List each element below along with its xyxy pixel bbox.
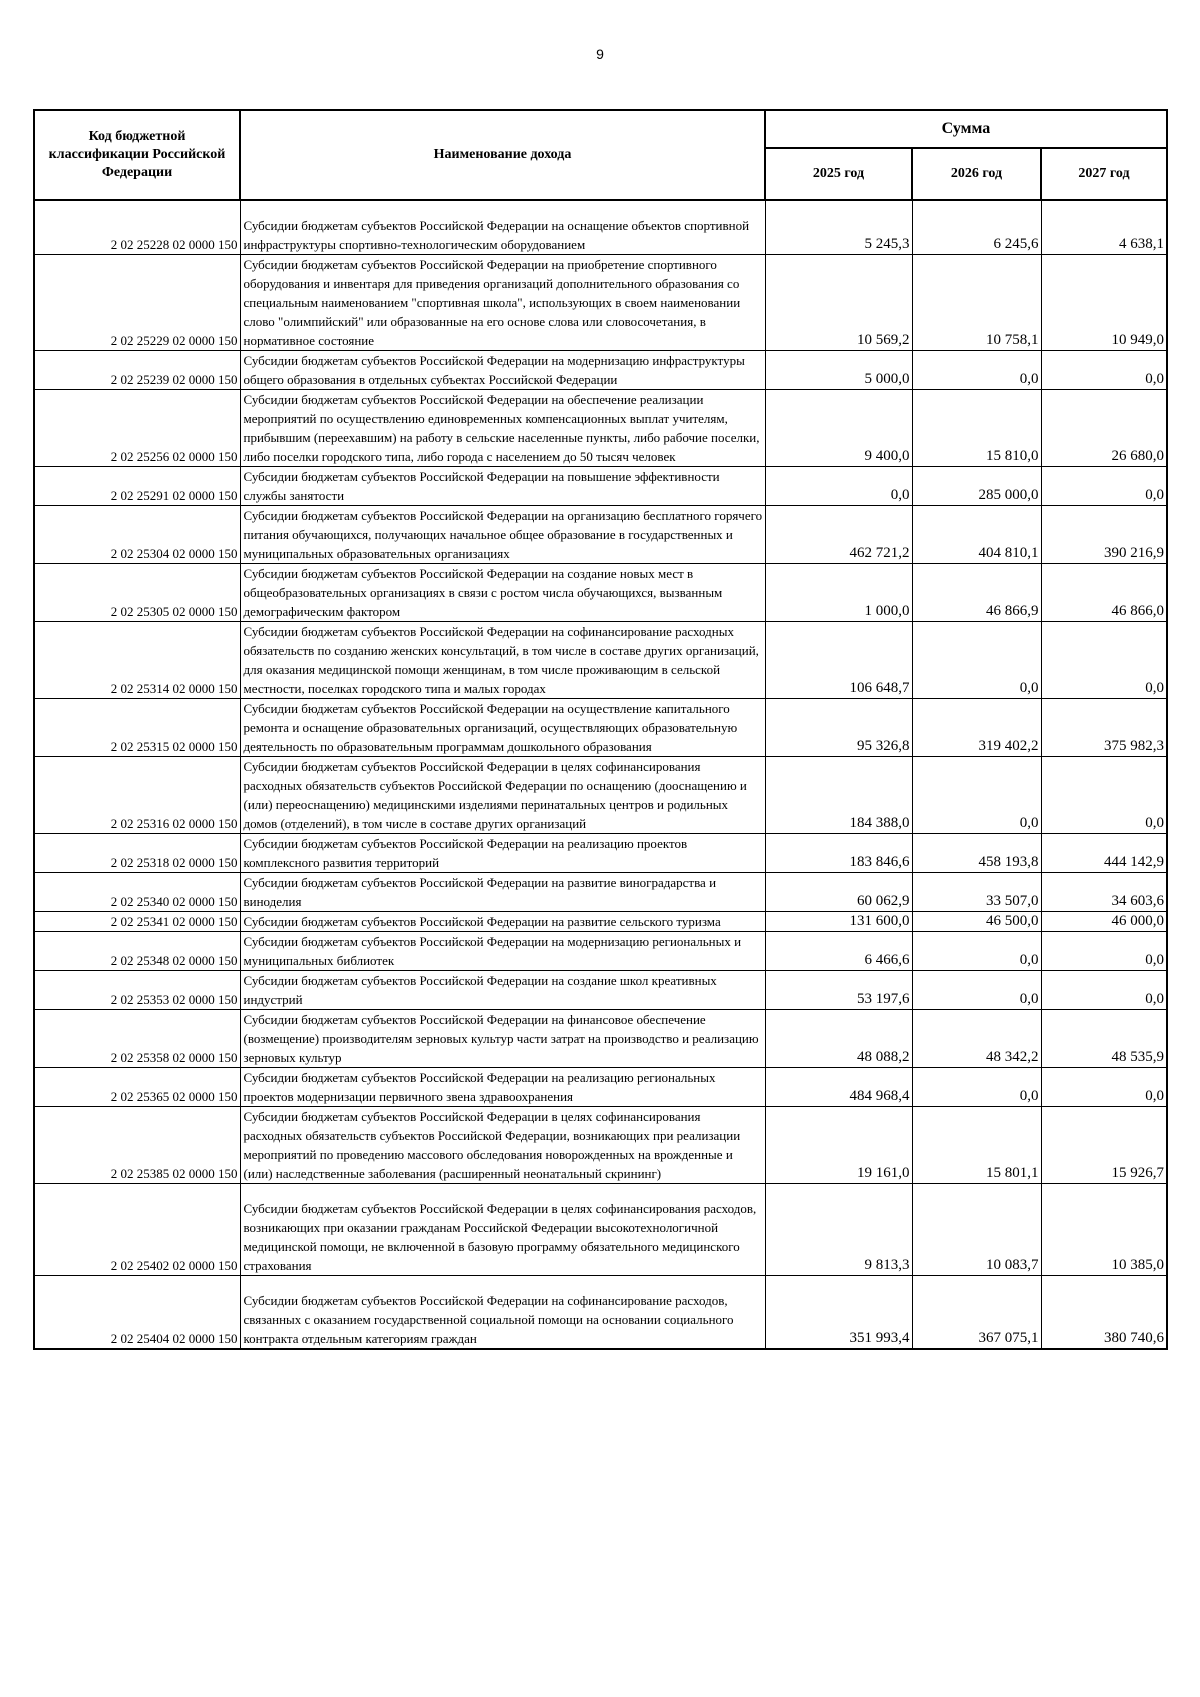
- row-name: Субсидии бюджетам субъектов Российской Федерации на осуществление капитального ремонта и оснащение образовательных организаций, осуществляющих образовательную деятельность по образовательным программам дошкольного образования: [240, 699, 765, 757]
- row-value-2027: 46 866,0: [1041, 564, 1167, 622]
- row-value-2026: 0,0: [912, 351, 1041, 390]
- table-row: [34, 699, 1167, 757]
- row-value-2025: 6 466,6: [765, 932, 912, 971]
- row-value-2025: 10 569,2: [765, 255, 912, 351]
- row-code: 2 02 25318 02 0000 150: [34, 834, 240, 873]
- row-value-2026: 367 075,1: [912, 1276, 1041, 1350]
- row-code: 2 02 25305 02 0000 150: [34, 564, 240, 622]
- row-value-2026: 285 000,0: [912, 467, 1041, 506]
- table-row: [34, 912, 1167, 932]
- row-name: Субсидии бюджетам субъектов Российской Федерации на модернизацию инфраструктуры общего образования в отдельных субъектах Российской Федерации: [240, 351, 765, 390]
- row-value-2025: 462 721,2: [765, 506, 912, 564]
- table-row: [34, 757, 1167, 834]
- table-row: [34, 1068, 1167, 1107]
- row-name: Субсидии бюджетам субъектов Российской Федерации на развитие виноградарства и виноделия: [240, 873, 765, 912]
- row-value-2027: 390 216,9: [1041, 506, 1167, 564]
- row-code: 2 02 25315 02 0000 150: [34, 699, 240, 757]
- row-code: 2 02 25239 02 0000 150: [34, 351, 240, 390]
- row-value-2026: 48 342,2: [912, 1010, 1041, 1068]
- row-value-2027: 10 949,0: [1041, 255, 1167, 351]
- row-value-2026: 0,0: [912, 932, 1041, 971]
- row-code: 2 02 25291 02 0000 150: [34, 467, 240, 506]
- table-row: [34, 1276, 1167, 1350]
- row-name: Субсидии бюджетам субъектов Российской Федерации в целях софинансирования расходных обязательств субъектов Российской Федерации, возникающих при реализации мероприятий по проведению массового обследования новорожденных на врожденные и (или) наследственные заболевания (расширенный неонатальный скрининг): [240, 1107, 765, 1184]
- row-value-2025: 183 846,6: [765, 834, 912, 873]
- row-name: Субсидии бюджетам субъектов Российской Федерации на организацию бесплатного горячего питания обучающихся, получающих начальное общее образование в государственных и муниципальных образовательных организациях: [240, 506, 765, 564]
- row-code: 2 02 25358 02 0000 150: [34, 1010, 240, 1068]
- row-value-2026: 46 866,9: [912, 564, 1041, 622]
- table-body: [34, 200, 1167, 1349]
- row-value-2026: 10 758,1: [912, 255, 1041, 351]
- row-value-2026: 0,0: [912, 622, 1041, 699]
- row-value-2027: 380 740,6: [1041, 1276, 1167, 1350]
- table-header: [34, 110, 1167, 200]
- row-value-2025: 9 400,0: [765, 390, 912, 467]
- row-name: Субсидии бюджетам субъектов Российской Федерации на софинансирование расходных обязательств по созданию женских консультаций, в том числе в составе других организаций, для оказания медицинской помощи женщинам, в том числе проживающим в сельской местности, поселках городского типа и малых городах: [240, 622, 765, 699]
- row-name: Субсидии бюджетам субъектов Российской Федерации на софинансирование расходов, связанных с оказанием государственной социальной помощи на основании социального контракта отдельным категориям граждан: [240, 1276, 765, 1350]
- row-value-2025: 95 326,8: [765, 699, 912, 757]
- header-sum: Сумма: [765, 110, 1167, 148]
- row-code: 2 02 25256 02 0000 150: [34, 390, 240, 467]
- table-row: [34, 971, 1167, 1010]
- row-value-2025: 5 000,0: [765, 351, 912, 390]
- row-value-2026: 46 500,0: [912, 912, 1041, 932]
- row-value-2025: 60 062,9: [765, 873, 912, 912]
- row-value-2026: 6 245,6: [912, 200, 1041, 255]
- row-value-2026: 319 402,2: [912, 699, 1041, 757]
- table-row: [34, 834, 1167, 873]
- row-name: Субсидии бюджетам субъектов Российской Федерации на создание школ креативных индустрий: [240, 971, 765, 1010]
- row-value-2026: 0,0: [912, 1068, 1041, 1107]
- row-value-2027: 10 385,0: [1041, 1184, 1167, 1276]
- row-name: Субсидии бюджетам субъектов Российской Федерации на обеспечение реализации мероприятий по осуществлению единовременных компенсационных выплат учителям, прибывшим (переехавшим) на работу в сельские населенные пункты, либо рабочие поселки, либо поселки городского типа, либо города с населением до 50 тысяч человек: [240, 390, 765, 467]
- row-value-2027: 34 603,6: [1041, 873, 1167, 912]
- table-row: [34, 1010, 1167, 1068]
- table-row: [34, 932, 1167, 971]
- header-year-2027: 2027 год: [1041, 148, 1167, 200]
- row-name: Субсидии бюджетам субъектов Российской Федерации на приобретение спортивного оборудования и инвентаря для приведения организаций дополнительного образования со специальным наименованием "спортивная школа", использующих в своем наименовании слово "олимпийский" или образованные на его основе слова или словосочетания, в нормативное состояние: [240, 255, 765, 351]
- row-name: Субсидии бюджетам субъектов Российской Федерации на реализацию региональных проектов модернизации первичного звена здравоохранения: [240, 1068, 765, 1107]
- row-name: Субсидии бюджетам субъектов Российской Федерации в целях софинансирования расходных обязательств субъектов Российской Федерации по оснащению (дооснащению и (или) переоснащению) медицинскими изделиями перинатальных центров и родильных домов (отделений), в том числе в составе других организаций: [240, 757, 765, 834]
- row-value-2025: 484 968,4: [765, 1068, 912, 1107]
- row-value-2027: 0,0: [1041, 622, 1167, 699]
- header-year-2025: 2025 год: [765, 148, 912, 200]
- table-row: [34, 1107, 1167, 1184]
- row-value-2025: 0,0: [765, 467, 912, 506]
- row-value-2026: 15 810,0: [912, 390, 1041, 467]
- row-value-2025: 5 245,3: [765, 200, 912, 255]
- row-name: Субсидии бюджетам субъектов Российской Федерации на финансовое обеспечение (возмещение) производителям зерновых культур части затрат на производство и реализацию зерновых культур: [240, 1010, 765, 1068]
- row-name: Субсидии бюджетам субъектов Российской Федерации на модернизацию региональных и муниципальных библиотек: [240, 932, 765, 971]
- row-value-2025: 106 648,7: [765, 622, 912, 699]
- row-code: 2 02 25314 02 0000 150: [34, 622, 240, 699]
- row-name: Субсидии бюджетам субъектов Российской Федерации на повышение эффективности службы занятости: [240, 467, 765, 506]
- row-code: 2 02 25228 02 0000 150: [34, 200, 240, 255]
- row-name: Субсидии бюджетам субъектов Российской Федерации на оснащение объектов спортивной инфраструктуры спортивно-технологическим оборудованием: [240, 200, 765, 255]
- row-code: 2 02 25365 02 0000 150: [34, 1068, 240, 1107]
- row-value-2027: 375 982,3: [1041, 699, 1167, 757]
- table-row: [34, 351, 1167, 390]
- row-value-2027: 46 000,0: [1041, 912, 1167, 932]
- row-value-2027: 26 680,0: [1041, 390, 1167, 467]
- row-code: 2 02 25304 02 0000 150: [34, 506, 240, 564]
- table-row: [34, 873, 1167, 912]
- table-row: [34, 390, 1167, 467]
- row-value-2027: 4 638,1: [1041, 200, 1167, 255]
- row-name: Субсидии бюджетам субъектов Российской Федерации в целях софинансирования расходов, возникающих при оказании гражданам Российской Федерации высокотехнологичной медицинской помощи, не включенной в базовую программу обязательного медицинского страхования: [240, 1184, 765, 1276]
- row-value-2026: 0,0: [912, 971, 1041, 1010]
- row-value-2025: 53 197,6: [765, 971, 912, 1010]
- row-code: 2 02 25402 02 0000 150: [34, 1184, 240, 1276]
- row-code: 2 02 25340 02 0000 150: [34, 873, 240, 912]
- row-name: Субсидии бюджетам субъектов Российской Федерации на создание новых мест в общеобразовательных организациях в связи с ростом числа обучающихся, вызванным демографическим фактором: [240, 564, 765, 622]
- row-value-2026: 10 083,7: [912, 1184, 1041, 1276]
- row-code: 2 02 25229 02 0000 150: [34, 255, 240, 351]
- row-value-2027: 0,0: [1041, 467, 1167, 506]
- row-value-2025: 184 388,0: [765, 757, 912, 834]
- row-code: 2 02 25316 02 0000 150: [34, 757, 240, 834]
- row-value-2027: 0,0: [1041, 351, 1167, 390]
- table-row: [34, 1184, 1167, 1276]
- row-value-2026: 33 507,0: [912, 873, 1041, 912]
- row-value-2027: 0,0: [1041, 757, 1167, 834]
- header-name: Наименование дохода: [240, 110, 765, 200]
- table-row: [34, 506, 1167, 564]
- row-value-2027: 0,0: [1041, 932, 1167, 971]
- table-row: [34, 200, 1167, 255]
- row-value-2026: 458 193,8: [912, 834, 1041, 873]
- row-value-2026: 404 810,1: [912, 506, 1041, 564]
- row-value-2025: 131 600,0: [765, 912, 912, 932]
- row-value-2027: 15 926,7: [1041, 1107, 1167, 1184]
- table-row: [34, 622, 1167, 699]
- table-row: [34, 255, 1167, 351]
- header-year-2026: 2026 год: [912, 148, 1041, 200]
- row-value-2027: 444 142,9: [1041, 834, 1167, 873]
- header-code: Код бюджетной классификации Российской Федерации: [34, 110, 240, 200]
- table-row: [34, 467, 1167, 506]
- page-number: 9: [596, 46, 604, 62]
- revenue-table: [33, 109, 1168, 1350]
- table-row: [34, 564, 1167, 622]
- row-value-2027: 48 535,9: [1041, 1010, 1167, 1068]
- row-value-2027: 0,0: [1041, 971, 1167, 1010]
- row-value-2025: 48 088,2: [765, 1010, 912, 1068]
- row-value-2025: 1 000,0: [765, 564, 912, 622]
- row-name: Субсидии бюджетам субъектов Российской Федерации на реализацию проектов комплексного развития территорий: [240, 834, 765, 873]
- row-code: 2 02 25404 02 0000 150: [34, 1276, 240, 1350]
- row-value-2025: 19 161,0: [765, 1107, 912, 1184]
- row-code: 2 02 25341 02 0000 150: [34, 912, 240, 932]
- row-value-2027: 0,0: [1041, 1068, 1167, 1107]
- row-value-2026: 15 801,1: [912, 1107, 1041, 1184]
- row-name: Субсидии бюджетам субъектов Российской Федерации на развитие сельского туризма: [240, 912, 765, 932]
- row-value-2025: 9 813,3: [765, 1184, 912, 1276]
- row-value-2026: 0,0: [912, 757, 1041, 834]
- row-code: 2 02 25348 02 0000 150: [34, 932, 240, 971]
- row-code: 2 02 25353 02 0000 150: [34, 971, 240, 1010]
- row-value-2025: 351 993,4: [765, 1276, 912, 1350]
- row-code: 2 02 25385 02 0000 150: [34, 1107, 240, 1184]
